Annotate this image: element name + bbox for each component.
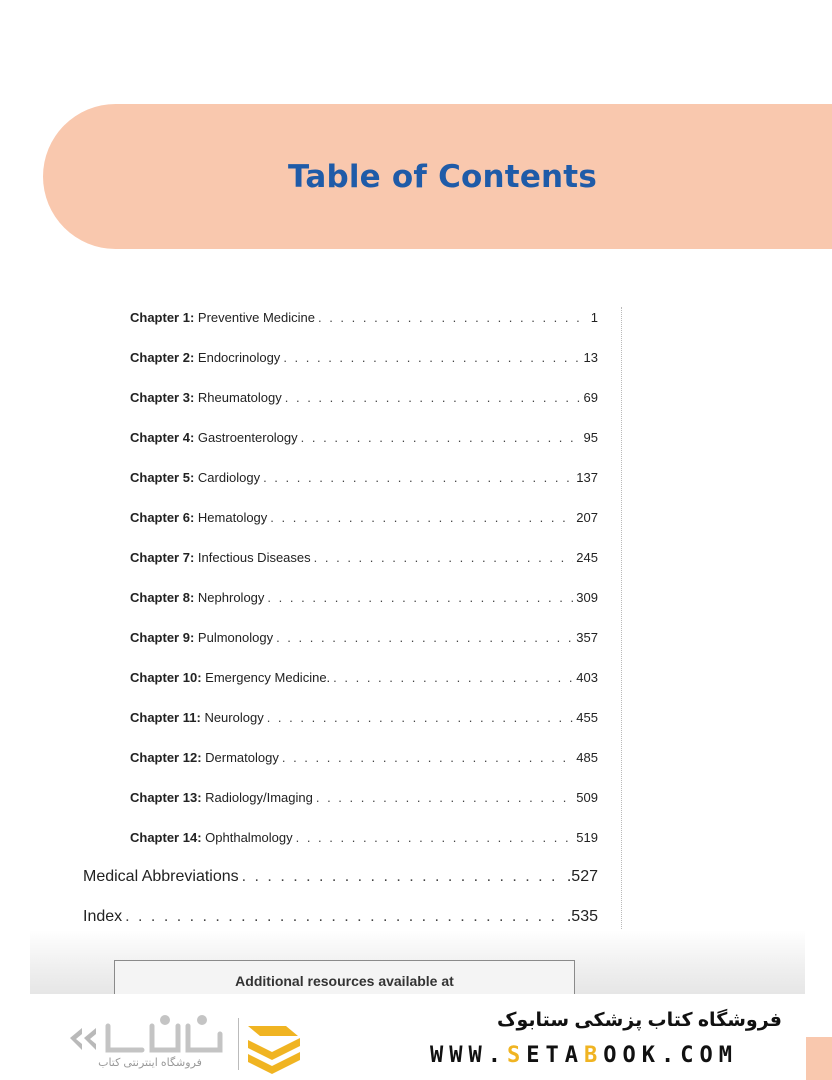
leader-dots	[267, 590, 573, 605]
page-number: 137	[576, 470, 598, 485]
page-number: .527	[566, 868, 598, 885]
toc-chapter-row[interactable]	[130, 705, 598, 725]
chapter-title: Pulmonology	[197, 630, 274, 645]
page-number: .535	[566, 908, 598, 925]
logo-book-icon	[248, 1026, 300, 1074]
page-number: 403	[576, 670, 598, 685]
toc-entry-title	[130, 470, 260, 485]
leader-dots	[333, 670, 573, 685]
chapter-label: Chapter 5:	[130, 470, 195, 485]
leader-dots	[125, 908, 564, 926]
toc-entry-title	[130, 830, 293, 845]
leader-dots	[296, 830, 574, 845]
toc-chapter-row[interactable]	[130, 585, 598, 605]
chapter-title: Cardiology	[197, 470, 261, 485]
page-number: 95	[583, 430, 598, 445]
leader-dots	[314, 550, 574, 565]
leader-dots	[301, 430, 581, 445]
chapter-label: Chapter 7:	[130, 550, 195, 565]
toc-chapter-row[interactable]	[130, 745, 598, 765]
chapter-label: Chapter 12:	[130, 750, 202, 765]
toc-chapter-row[interactable]	[130, 305, 598, 325]
toc-extra-row[interactable]	[83, 866, 598, 886]
chapter-title: Neurology	[204, 710, 264, 725]
chapter-title: Rheumatology	[197, 390, 282, 405]
toc-chapter-row[interactable]	[130, 625, 598, 645]
toc-chapter-row[interactable]	[130, 785, 598, 805]
chapter-title: Infectious Diseases	[197, 550, 311, 565]
chapter-title: Hematology	[197, 510, 268, 525]
extra-title: Index	[83, 908, 123, 925]
toc-chapter-row[interactable]	[130, 465, 598, 485]
page-number: 1	[590, 310, 598, 325]
leader-dots	[263, 470, 573, 485]
page-number: 69	[583, 390, 598, 405]
page-title: Table of Contents	[288, 158, 597, 195]
chapter-label: Chapter 4:	[130, 430, 195, 445]
page-number: 357	[576, 630, 598, 645]
leader-dots	[285, 390, 581, 405]
logo-divider	[238, 1018, 239, 1070]
toc-entry-title	[130, 590, 264, 605]
title-banner	[43, 104, 832, 249]
page-number: 245	[576, 550, 598, 565]
chapter-label: Chapter 13:	[130, 790, 202, 805]
toc-entry-title	[130, 750, 279, 765]
toc-entry-title	[130, 390, 282, 405]
toc-entry-title	[130, 630, 273, 645]
chapter-title: Gastroenterology	[197, 430, 298, 445]
logo-arrows-icon	[70, 1028, 96, 1050]
leader-dots	[283, 350, 580, 365]
leader-dots	[242, 868, 564, 886]
toc-entry-title	[130, 510, 267, 525]
page-number: 455	[576, 710, 598, 725]
resources-box	[114, 960, 575, 997]
toc-entry-title	[130, 710, 264, 725]
chapter-label: Chapter 8:	[130, 590, 195, 605]
leader-dots	[282, 750, 573, 765]
toc-chapter-row[interactable]	[130, 665, 598, 685]
logo-subtitle: فروشگاه اینترنتی کتاب	[98, 1057, 202, 1069]
toc-entry-title	[130, 790, 313, 805]
page-number: 509	[576, 790, 598, 805]
toc-entry-title	[130, 430, 298, 445]
logo-wordmark-icon	[108, 1018, 220, 1051]
leader-dots	[316, 790, 573, 805]
chapter-label: Chapter 6:	[130, 510, 195, 525]
toc-chapter-row[interactable]	[130, 505, 598, 525]
chapter-label: Chapter 9:	[130, 630, 195, 645]
toc-chapter-row[interactable]	[130, 825, 598, 845]
page-number: 13	[583, 350, 598, 365]
chapter-title: Ophthalmology	[205, 830, 293, 845]
chapter-title: Dermatology	[205, 750, 279, 765]
chapter-title: Emergency Medicine.	[205, 670, 331, 685]
website-url[interactable]: WWW.SETABOOK.COM	[430, 1043, 738, 1068]
chapter-title: Preventive Medicine	[197, 310, 315, 325]
toc-chapter-row[interactable]	[130, 425, 598, 445]
corner-accent	[806, 1037, 832, 1080]
chapter-label: Chapter 11:	[130, 710, 201, 725]
margin-dotted-line	[621, 307, 622, 997]
chapter-label: Chapter 10:	[130, 670, 202, 685]
chapter-label: Chapter 1:	[130, 310, 195, 325]
toc-entry-title	[130, 350, 280, 365]
toc-entry-title	[130, 670, 330, 685]
toc-entry-title	[130, 550, 311, 565]
leader-dots	[267, 710, 574, 725]
leader-dots	[318, 310, 588, 325]
chapter-label: Chapter 14:	[130, 830, 202, 845]
toc-chapter-row[interactable]	[130, 345, 598, 365]
resources-text: Additional resources available at	[235, 973, 454, 989]
chapter-title: Endocrinology	[197, 350, 281, 365]
chapter-label: Chapter 3:	[130, 390, 195, 405]
toc-chapter-row[interactable]	[130, 545, 598, 565]
store-name: فروشگاه کتاب پزشکی ستابوک	[496, 1010, 782, 1031]
toc-chapter-row[interactable]	[130, 385, 598, 405]
chapter-label: Chapter 2:	[130, 350, 195, 365]
toc-entry-title	[130, 310, 315, 325]
page-number: 485	[576, 750, 598, 765]
page-number: 309	[576, 590, 598, 605]
leader-dots	[270, 510, 573, 525]
page-number: 519	[576, 830, 598, 845]
leader-dots	[276, 630, 573, 645]
chapter-title: Nephrology	[197, 590, 265, 605]
toc-extra-row[interactable]	[83, 906, 598, 926]
page-number: 207	[576, 510, 598, 525]
chapter-title: Radiology/Imaging	[205, 790, 313, 805]
extra-title: Medical Abbreviations	[83, 868, 239, 885]
